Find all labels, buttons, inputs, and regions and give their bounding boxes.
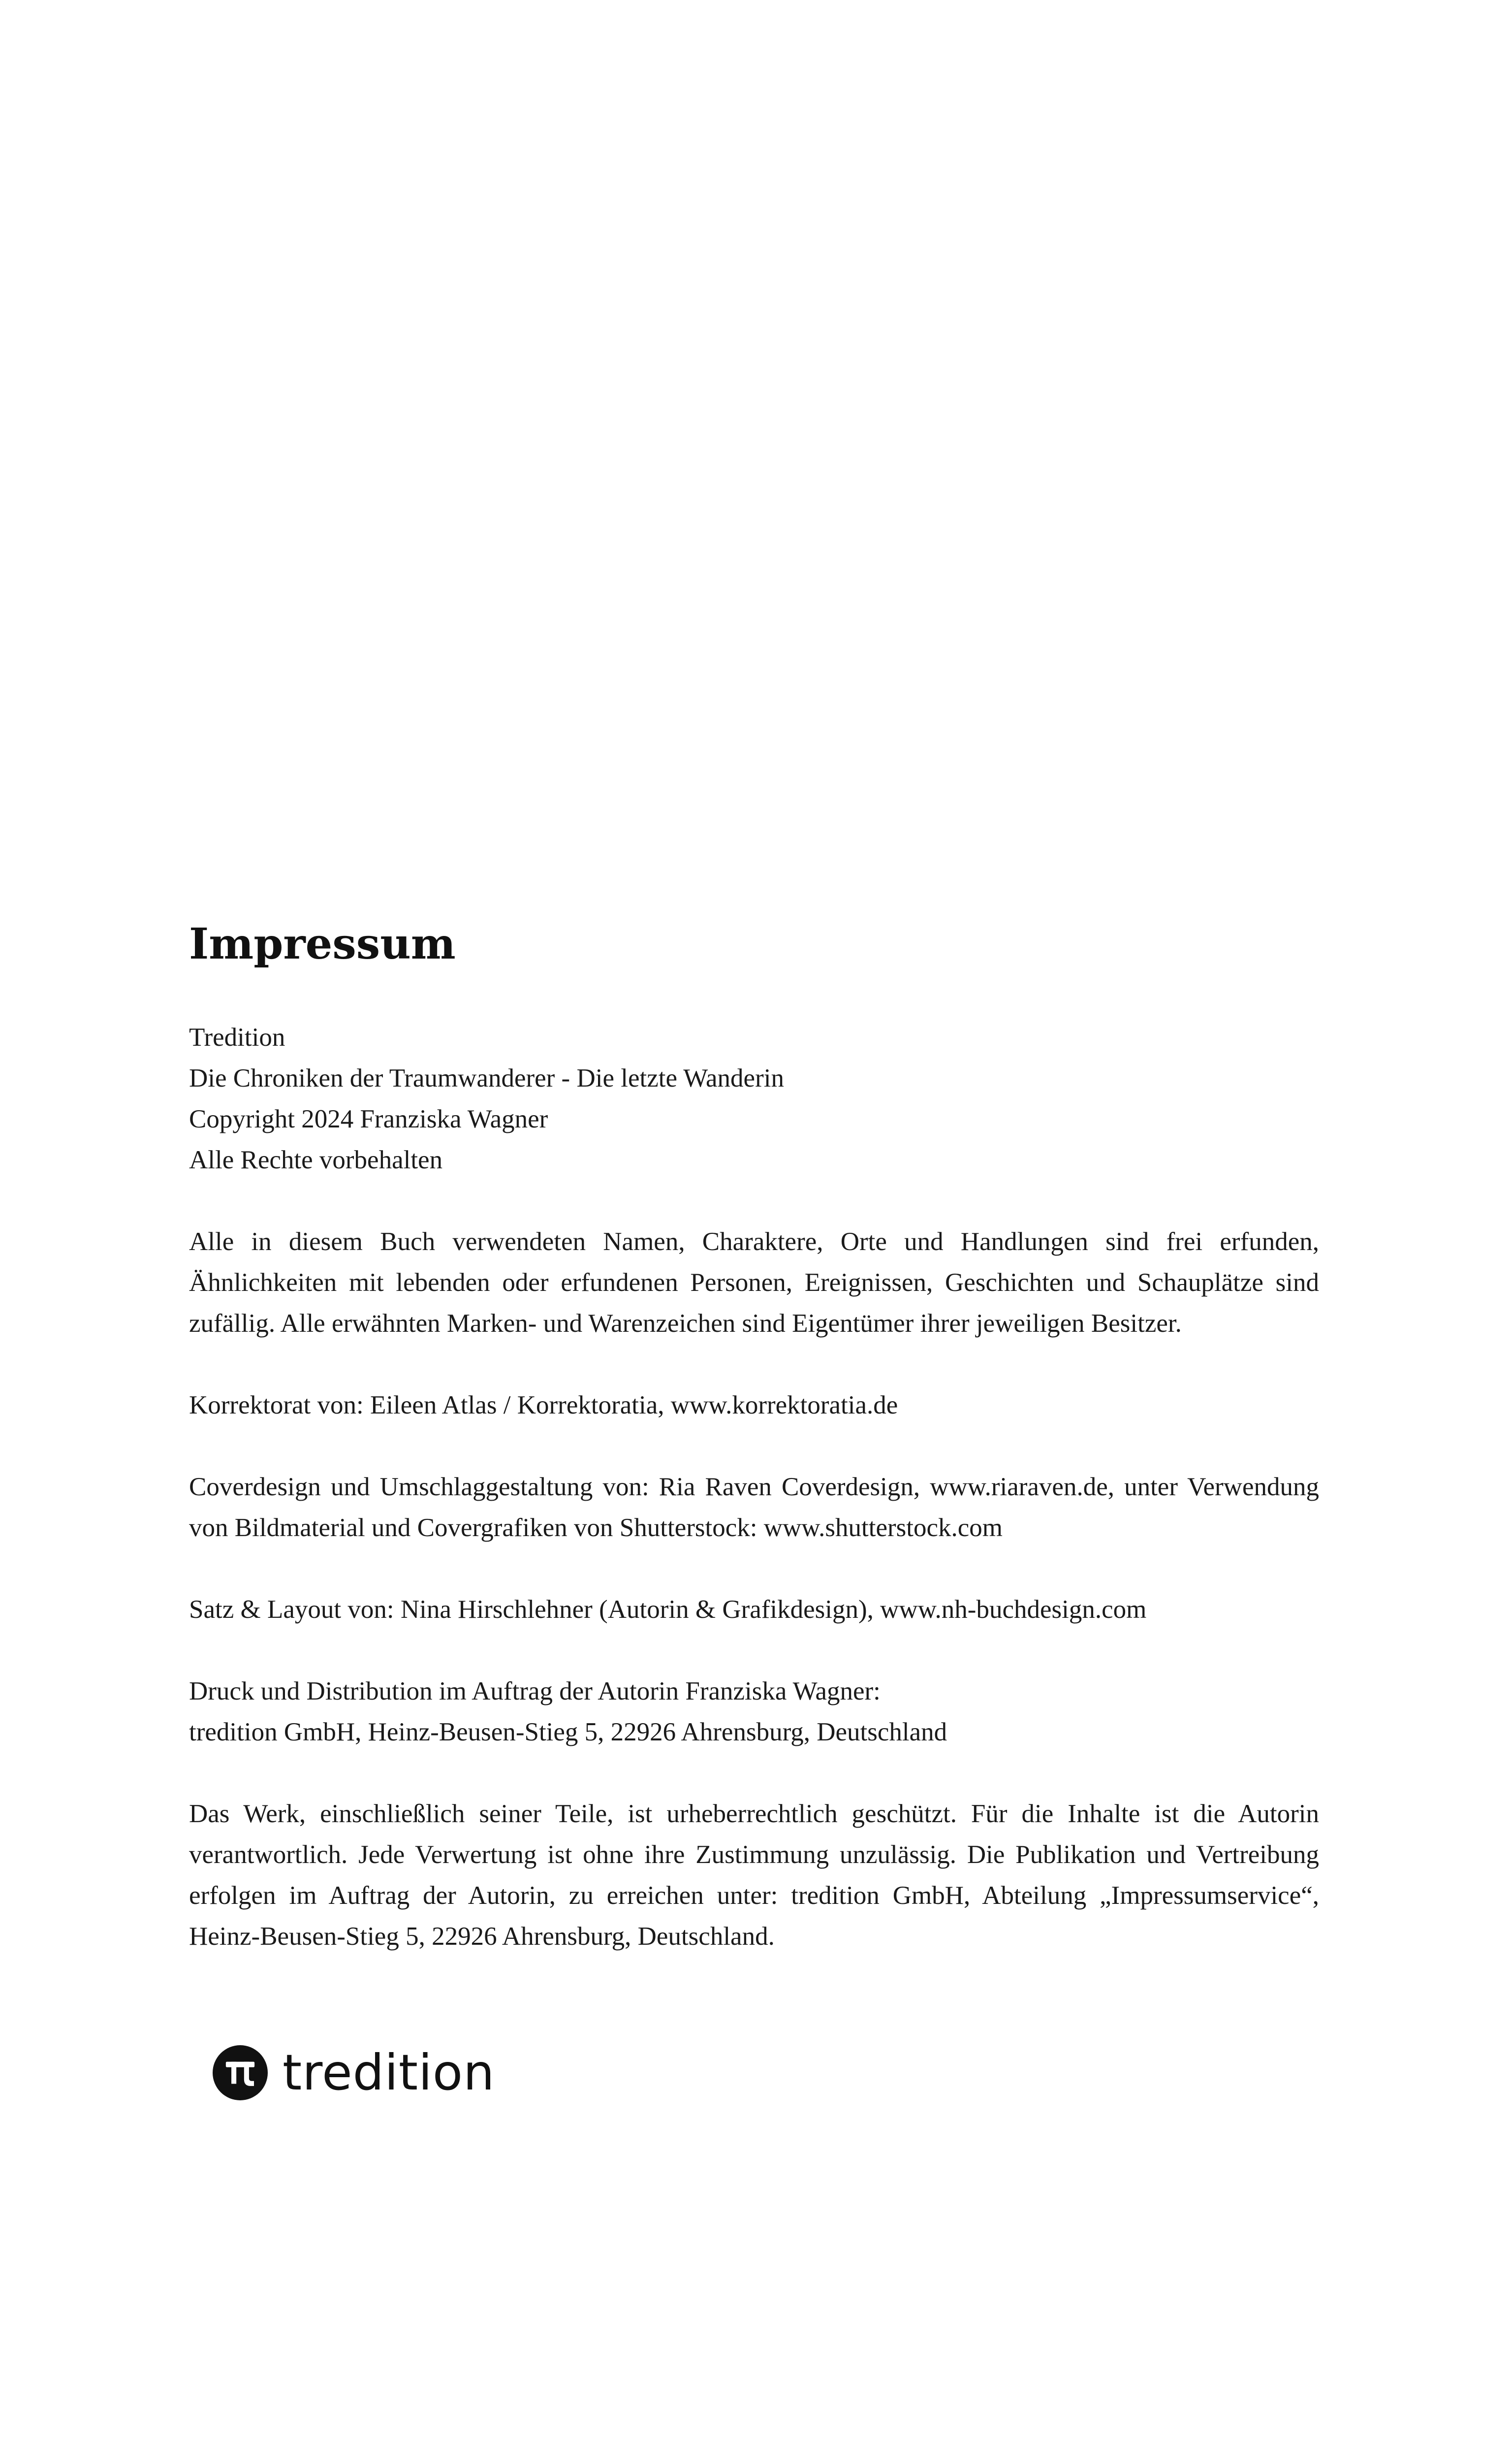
publisher-name: Tredition: [189, 1023, 285, 1052]
distribution-line: Druck und Distribution im Auftrag der Autorin Franziska Wagner:: [189, 1677, 881, 1705]
imprint-content: [189, 920, 1319, 1957]
tredition-wordmark: tredition: [283, 2044, 495, 2101]
proofreading-credit: Korrektorat von: Eileen Atlas / Korrektoratia, www.korrektoratia.de: [189, 1391, 898, 1419]
page-title: Impressum: [189, 919, 456, 969]
distribution-address: tredition GmbH, Heinz-Beusen-Stieg 5, 22926 Ahrensburg, Deutschland: [189, 1718, 947, 1746]
book-title: Die Chroniken der Traumwanderer - Die letzte Wanderin: [189, 1064, 784, 1093]
typesetting-credit: Satz & Layout von: Nina Hirschlehner (Autorin & Grafikdesign), www.nh-buchdesign.com: [189, 1595, 1147, 1624]
copyright-notice: Das Werk, einschließlich seiner Teile, ist urheberrechtlich geschützt. Für die Inhalte ist die Autorin verantwortlich. Jede Verwertung ist ohne ihre Zustimmung unzulässig. Die Publikation und Vertreibung erfolgen im Auftrag der Autorin, zu erreichen unter: tredition GmbH, Abteilung „Impressumservice“, Heinz-Beusen-Stieg 5, 22926 Ahrensburg, Deutschland.: [189, 1800, 1319, 1951]
rights-reserved: Alle Rechte vorbehalten: [189, 1146, 443, 1174]
tredition-logo: [213, 2043, 495, 2102]
publisher-block: [189, 1017, 1319, 1181]
tredition-logo-icon: [213, 2045, 268, 2100]
cover-design-credit: Coverdesign und Umschlaggestaltung von: Ria Raven Coverdesign, www.riaraven.de, unter Verwendung von Bildmaterial und Covergrafiken von Shutterstock: www.shutterstock.com: [189, 1473, 1319, 1542]
distribution-block: [189, 1671, 1319, 1753]
fiction-disclaimer: Alle in diesem Buch verwendeten Namen, Charaktere, Orte und Handlungen sind frei erfunden, Ähnlichkeiten mit lebenden oder erfundenen Personen, Ereignissen, Geschichten und Schauplätze sind zufällig. Alle erwähnten Marken- und Warenzeichen sind Eigentümer ihrer jeweiligen Besitzer.: [189, 1227, 1319, 1338]
copyright-line: Copyright 2024 Franziska Wagner: [189, 1105, 548, 1133]
